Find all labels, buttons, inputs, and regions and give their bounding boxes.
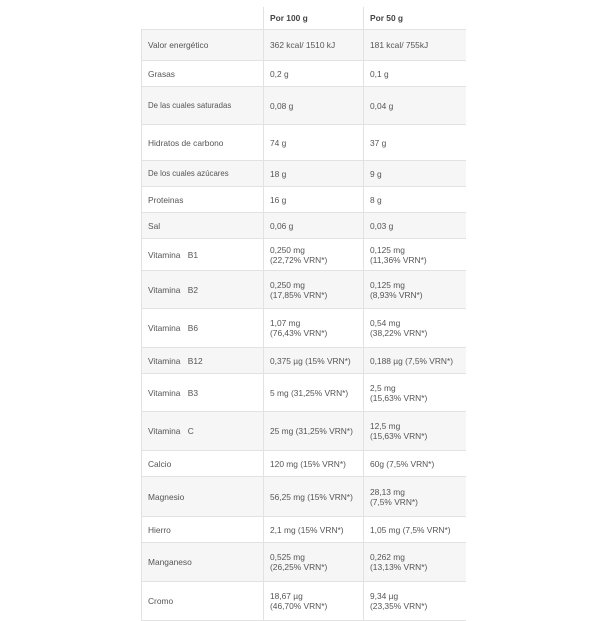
- value-line: 2,1 mg (15% VRN*): [270, 524, 344, 535]
- value-line: 0,1 g: [370, 68, 389, 79]
- value-per-100g: [264, 87, 364, 125]
- value-per-50g: [364, 271, 466, 309]
- value-line: 1,05 mg (7,5% VRN*): [370, 524, 451, 535]
- header-label-column: [142, 7, 264, 30]
- nutrient-label: Valor energético: [142, 30, 264, 61]
- table-row: [142, 271, 466, 309]
- value-line: 60g (7,5% VRN*): [370, 458, 435, 469]
- table-row: [142, 61, 466, 87]
- value-per-100g: [264, 161, 364, 187]
- value-per-100g: [264, 582, 364, 621]
- nutrient-label: Hidratos de carbono: [142, 125, 264, 161]
- nutrient-label: Sal: [142, 213, 264, 239]
- value-per-100g: [264, 30, 364, 61]
- value-line: 18,67 µg: [270, 591, 303, 601]
- value-line: 0,250 mg: [270, 244, 305, 255]
- value-per-100g: [264, 451, 364, 477]
- value-per-100g: [264, 374, 364, 412]
- nutrient-label: Magnesio: [142, 477, 264, 517]
- value-line: 0,04 g: [370, 100, 394, 111]
- nutrient-label: Proteinas: [142, 187, 264, 213]
- value-line: (38,22% VRN*): [370, 328, 428, 338]
- nutrient-label: Manganeso: [142, 543, 264, 582]
- table-row: [142, 543, 466, 582]
- value-line: 0,125 mg: [370, 244, 405, 255]
- value-line: 120 mg (15% VRN*): [270, 458, 346, 469]
- value-line: (22,72% VRN*): [270, 254, 328, 265]
- value-per-50g: [364, 348, 466, 374]
- value-per-50g: [364, 543, 466, 582]
- table-row: [142, 582, 466, 621]
- nutrient-label: Hierro: [142, 517, 264, 543]
- value-per-50g: [364, 87, 466, 125]
- value-line: 12,5 mg: [370, 421, 401, 431]
- value-per-50g: [364, 187, 466, 213]
- value-line: 1,07 mg: [270, 318, 301, 328]
- value-line: 9 g: [370, 168, 382, 179]
- table-row: [142, 87, 466, 125]
- value-line: (23,35% VRN*): [370, 601, 428, 611]
- value-per-100g: [264, 213, 364, 239]
- value-per-50g: [364, 30, 466, 61]
- value-line: 9,34 µg: [370, 591, 399, 601]
- value-per-100g: [264, 239, 364, 271]
- value-per-50g: [364, 213, 466, 239]
- table-row: [142, 412, 466, 451]
- value-line: 37 g: [370, 137, 387, 148]
- value-line: 2,5 mg: [370, 382, 396, 393]
- value-line: 0,250 mg: [270, 279, 305, 290]
- value-line: 0,125 mg: [370, 279, 405, 290]
- header-per-50g: Por 50 g: [364, 7, 466, 30]
- nutrition-table: [141, 7, 466, 621]
- value-per-50g: [364, 451, 466, 477]
- value-per-50g: [364, 309, 466, 348]
- value-line: (13,13% VRN*): [370, 562, 428, 572]
- nutrient-label: Grasas: [142, 61, 264, 87]
- value-line: 0,262 mg: [370, 552, 405, 562]
- value-per-50g: [364, 239, 466, 271]
- table-row: [142, 374, 466, 412]
- value-line: 16 g: [270, 194, 287, 205]
- value-line: 0,54 mg: [370, 318, 401, 328]
- nutrient-label: Vitamina C: [142, 412, 264, 451]
- nutrient-label: Vitamina B12: [142, 348, 264, 374]
- nutrient-label: Cromo: [142, 582, 264, 621]
- nutrient-label: Vitamina B1: [142, 239, 264, 271]
- value-per-100g: [264, 517, 364, 543]
- value-line: 362 kcal/ 1510 kJ: [270, 40, 336, 50]
- value-per-50g: [364, 412, 466, 451]
- value-line: 8 g: [370, 194, 382, 205]
- value-per-100g: [264, 61, 364, 87]
- value-line: 74 g: [270, 137, 287, 148]
- value-per-50g: [364, 477, 466, 517]
- value-line: (11,36% VRN*): [370, 254, 427, 265]
- value-line: 181 kcal/ 755kJ: [370, 40, 429, 50]
- table-row: [142, 187, 466, 213]
- table-row: [142, 239, 466, 271]
- table-row: [142, 477, 466, 517]
- value-line: (15,63% VRN*): [370, 392, 428, 403]
- header-per-100g: Por 100 g: [264, 7, 364, 30]
- nutrient-label: Vitamina B2: [142, 271, 264, 309]
- value-per-100g: [264, 543, 364, 582]
- value-per-100g: [264, 187, 364, 213]
- value-line: (15,63% VRN*): [370, 431, 428, 441]
- value-line: 0,188 µg (7,5% VRN*): [370, 355, 454, 366]
- table-row: [142, 30, 466, 61]
- table-row: [142, 161, 466, 187]
- table-row: [142, 125, 466, 161]
- value-line: 56,25 mg (15% VRN*): [270, 491, 353, 502]
- value-line: 28,13 mg: [370, 486, 405, 497]
- value-line: 5 mg (31,25% VRN*): [270, 387, 349, 398]
- value-per-100g: [264, 412, 364, 451]
- table-header-row: [142, 7, 466, 30]
- value-line: (17,85% VRN*): [270, 289, 328, 300]
- value-per-50g: [364, 517, 466, 543]
- value-line: (46,70% VRN*): [270, 601, 328, 611]
- value-per-50g: [364, 582, 466, 621]
- value-line: 0,525 mg: [270, 552, 305, 562]
- value-per-50g: [364, 161, 466, 187]
- value-per-100g: [264, 477, 364, 517]
- value-line: 25 mg (31,25% VRN*): [270, 426, 353, 436]
- value-per-50g: [364, 61, 466, 87]
- value-per-100g: [264, 309, 364, 348]
- table-row: [142, 517, 466, 543]
- table-body: [142, 30, 466, 621]
- nutrient-label: Vitamina B3: [142, 374, 264, 412]
- table-row: [142, 348, 466, 374]
- value-line: (26,25% VRN*): [270, 562, 328, 572]
- value-per-100g: [264, 125, 364, 161]
- value-line: 0,06 g: [270, 220, 294, 231]
- value-per-50g: [364, 374, 466, 412]
- value-line: (8,93% VRN*): [370, 289, 423, 300]
- value-per-100g: [264, 271, 364, 309]
- nutrient-label: Vitamina B6: [142, 309, 264, 348]
- value-per-100g: [264, 348, 364, 374]
- nutrient-label: Calcio: [142, 451, 264, 477]
- value-line: (7,5% VRN*): [370, 496, 418, 507]
- table-row: [142, 451, 466, 477]
- table-row: [142, 309, 466, 348]
- value-line: 0,375 µg (15% VRN*): [270, 355, 351, 366]
- nutrient-label: De los cuales azúcares: [142, 161, 264, 187]
- value-line: 0,2 g: [270, 68, 289, 79]
- table-row: [142, 213, 466, 239]
- value-line: 0,08 g: [270, 100, 294, 111]
- nutrient-label: De las cuales saturadas: [142, 87, 264, 125]
- value-line: 18 g: [270, 168, 287, 179]
- value-per-50g: [364, 125, 466, 161]
- value-line: (76,43% VRN*): [270, 328, 328, 338]
- value-line: 0,03 g: [370, 220, 394, 231]
